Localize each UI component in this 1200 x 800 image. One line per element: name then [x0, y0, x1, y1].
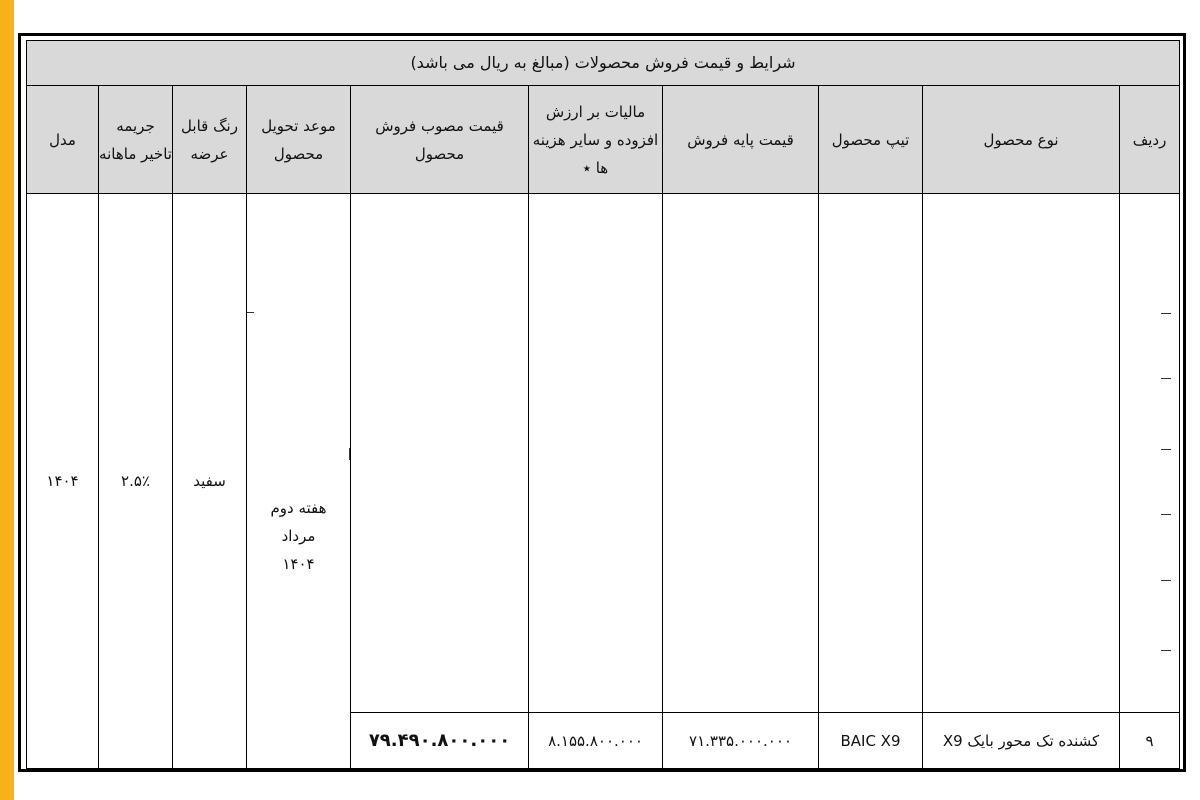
header-vat: مالیات بر ارزش افزوده و سایر هزینه ها ٭	[529, 86, 663, 194]
header-product-type: نوع محصول	[923, 86, 1120, 194]
tick-mark	[1161, 378, 1171, 379]
cell-color: سفید	[173, 194, 247, 769]
tick-mark	[1161, 449, 1171, 450]
tick-mark	[247, 312, 254, 313]
cell-vat: ۸.۱۵۵.۸۰۰.۰۰۰	[529, 713, 663, 769]
blank-cell	[351, 194, 529, 713]
header-model: مدل	[27, 86, 99, 194]
tick-mark	[1161, 514, 1171, 515]
header-available-color: رنگ قابل عرضه	[173, 86, 247, 194]
header-approved-price: قیمت مصوب فروش محصول	[351, 86, 529, 194]
header-row-number: ردیف	[1120, 86, 1180, 194]
cell-base-price: ۷۱.۳۳۵.۰۰۰.۰۰۰	[663, 713, 819, 769]
tick-mark	[1161, 650, 1171, 651]
cell-product-type: کشنده تک محور بایک X9	[923, 713, 1120, 769]
blank-cell	[663, 194, 819, 713]
price-table	[26, 40, 1180, 769]
cell-product-trim: BAIC X9	[819, 713, 923, 769]
cell-approved-price: ۷۹.۴۹۰.۸۰۰.۰۰۰	[351, 713, 529, 769]
tick-mark	[1161, 313, 1171, 314]
table-title: شرایط و قیمت فروش محصولات (مبالغ به ریال می باشد)	[27, 41, 1180, 86]
cell-late-penalty: ۲.۵٪	[99, 194, 173, 769]
header-base-price: قیمت پایه فروش	[663, 86, 819, 194]
blank-cell	[819, 194, 923, 713]
blank-cell	[1120, 194, 1180, 713]
accent-stripe	[0, 0, 14, 800]
cell-model: ۱۴۰۴	[27, 194, 99, 769]
cell-row-number: ۹	[1120, 713, 1180, 769]
price-table-frame	[18, 33, 1186, 772]
tick-mark	[1161, 580, 1171, 581]
blank-cell	[529, 194, 663, 713]
cell-delivery-date: هفته دوم مرداد ۱۴۰۴	[247, 194, 351, 769]
tick-mark	[349, 448, 350, 460]
blank-cell	[923, 194, 1120, 713]
header-product-trim: تیپ محصول	[819, 86, 923, 194]
header-delivery-date: موعد تحویل محصول	[247, 86, 351, 194]
header-late-penalty: جریمه تاخیر ماهانه	[99, 86, 173, 194]
